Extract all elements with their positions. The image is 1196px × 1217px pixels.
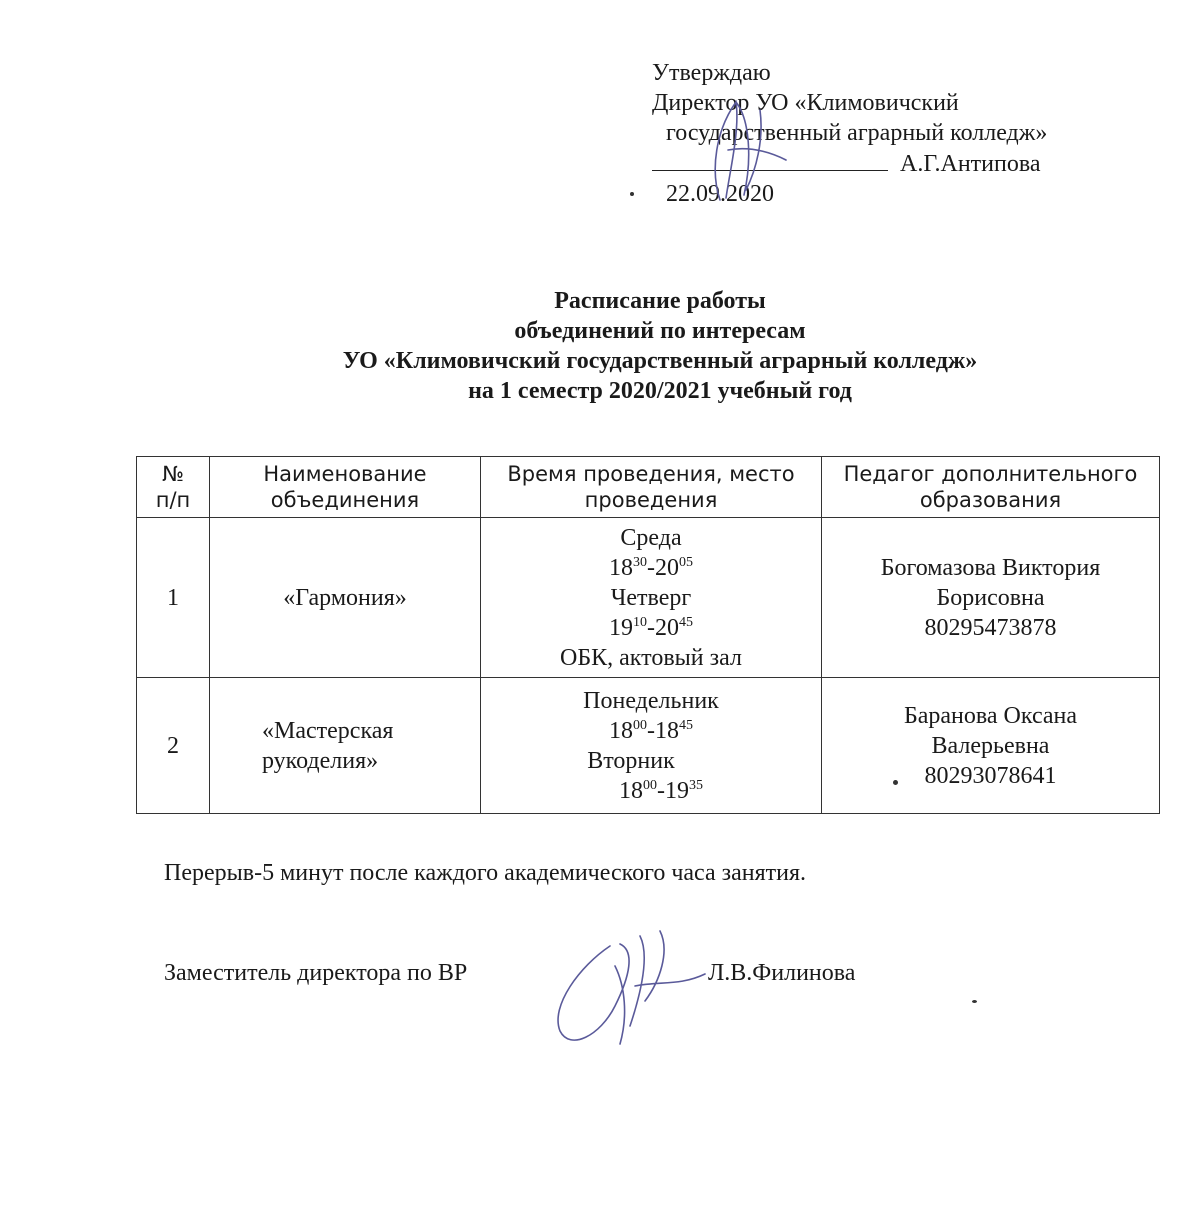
break-note: Перерыв-5 минут после каждого академического часа занятия. xyxy=(164,860,807,886)
header-number: № п/п xyxy=(137,457,210,518)
header-teacher: Педагог дополнительного образования xyxy=(822,457,1160,518)
row-teacher: Баранова Оксана Валерьевна 80293078641 xyxy=(822,678,1160,814)
title-line-3: УО «Климовичский государственный аграрный колледж» xyxy=(342,348,978,374)
approval-organization: государственный аграрный колледж» xyxy=(666,120,1048,146)
approval-signer: А.Г.Антипова xyxy=(900,151,1041,177)
scan-speck xyxy=(972,1000,977,1003)
deputy-signature xyxy=(540,926,710,1056)
title-line-1: Расписание работы xyxy=(554,288,766,314)
row-name: «Гармония» xyxy=(210,518,481,678)
header-time: Время проведения, место проведения xyxy=(481,457,822,518)
teacher-phone: 80295473878 xyxy=(924,614,1057,641)
director-signature xyxy=(690,90,800,210)
deputy-position: Заместитель директора по ВР xyxy=(164,960,468,986)
title-line-2: объединений по интересам xyxy=(514,318,806,344)
teacher-phone: 80293078641 xyxy=(924,762,1057,789)
approval-position: Директор УО «Климовичский xyxy=(652,90,959,116)
table-row xyxy=(137,518,1160,678)
row-place: ОБК, актовый зал xyxy=(560,644,742,671)
scan-speck xyxy=(893,780,898,785)
row-name: «Мастерская рукоделия» xyxy=(210,678,481,814)
row-teacher: Богомазова Виктория Борисовна 80295473878 xyxy=(822,518,1160,678)
deputy-name: Л.В.Филинова xyxy=(708,960,856,986)
table-row xyxy=(137,678,1160,814)
header-name: Наименование объединения xyxy=(210,457,481,518)
document-title xyxy=(160,286,1160,406)
approval-heading: Утверждаю xyxy=(652,60,771,86)
header-row xyxy=(137,457,1160,518)
title-line-4: на 1 семестр 2020/2021 учебный год xyxy=(468,378,852,404)
schedule-table xyxy=(136,456,1160,814)
row-number: 1 xyxy=(137,518,210,678)
row-number: 2 xyxy=(137,678,210,814)
approval-date: 22.09.2020 xyxy=(666,181,774,207)
row-time: Понедельник $18^{00}-18^{45}$ Вторник $18^{00}-19^{35}$ xyxy=(481,678,822,814)
scan-speck xyxy=(630,192,634,196)
row-time: Среда $18^{30}-20^{05}$ Четверг $19^{10}-20^{45}$ ОБК, актовый зал xyxy=(481,518,822,678)
